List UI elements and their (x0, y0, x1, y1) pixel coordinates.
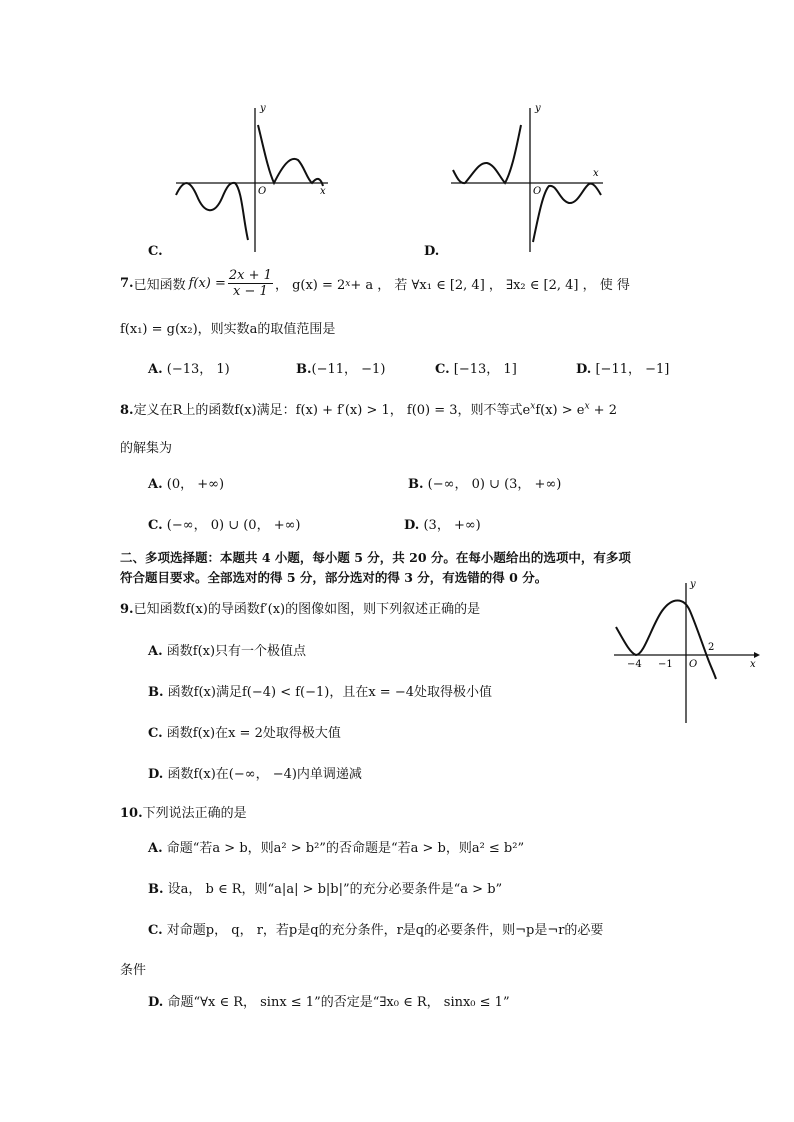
graph-c-origin: O (258, 186, 267, 197)
q8-number: 8. (120, 403, 134, 418)
q7-stem-b-sup: x (345, 278, 351, 289)
graph-d-curve-left (453, 125, 521, 183)
q9-graph-arrow (754, 652, 760, 658)
q10-option-a-text: 命题“若a > b，则a² > b²”的否命题是“若a > b，则a² ≤ b²” (166, 841, 525, 856)
graph-d-x-label: x (593, 168, 599, 179)
q7-option-c-text: [−13， 1] (453, 362, 517, 377)
graph-c-label: C. (148, 244, 163, 259)
q8-option-d[interactable] (404, 514, 481, 533)
q9-graph-tick-neg1: −1 (658, 659, 673, 670)
q9-number: 9. (120, 602, 134, 617)
q8-option-c-label: C. (148, 518, 163, 533)
graph-d (445, 100, 610, 260)
q9-graph-origin: O (689, 659, 698, 670)
q9-option-c-label: C. (148, 726, 163, 741)
q8-option-b[interactable] (408, 473, 561, 492)
q10-option-b-text: 设a， b ∈ R，则“a|a| > b|b|”的充分必要条件是“a > b” (167, 882, 503, 897)
q8-option-b-text: (−∞， 0) ∪ (3， +∞) (427, 477, 562, 492)
q7-option-a[interactable] (148, 358, 230, 377)
q9-graph-x-label: x (750, 659, 756, 670)
q7-frac-num: 2x + 1 (228, 268, 272, 283)
q7-line2: f(x₁) = g(x₂)，则实数a的取值范围是 (120, 322, 336, 337)
q9-option-b-label: B. (148, 685, 164, 700)
q7-option-d-label: D. (576, 362, 592, 377)
q10-option-d-text: 命题“∀x ∈ R， sinx ≤ 1”的否定是“∃x₀ ∈ R， sinx₀ ≤ 1” (167, 995, 510, 1010)
q7-fraction (228, 268, 273, 299)
q8-option-a-label: A. (148, 477, 163, 492)
q10-option-b[interactable] (148, 878, 502, 897)
q7-f-lhs: f(x) = (188, 276, 226, 291)
q10-option-c-label: C. (148, 923, 163, 938)
q8-option-a-text: (0， +∞) (166, 477, 225, 492)
q8-option-d-text: (3， +∞) (423, 518, 481, 533)
q9-stem (120, 598, 480, 617)
q7-option-b-label: B. (296, 362, 312, 377)
graph-c-curve-right (258, 125, 323, 186)
q8-option-c[interactable] (148, 514, 301, 533)
q9-option-c[interactable] (148, 722, 341, 741)
q9-option-a-label: A. (148, 644, 163, 659)
q10-option-b-label: B. (148, 882, 164, 897)
q8-sup2: x (584, 401, 590, 412)
q9-graph-y-label: y (690, 579, 696, 590)
q7-option-a-label: A. (148, 362, 163, 377)
q7-option-c-label: C. (435, 362, 450, 377)
graph-d-curve-right (533, 184, 601, 242)
q9-option-a[interactable] (148, 640, 306, 659)
q10-option-c-cont: 条件 (120, 963, 147, 978)
q9-graph-tick-neg4: −4 (627, 659, 642, 670)
q7-stem-b: ， g(x) = 2 (274, 278, 346, 293)
q10-option-d-label: D. (148, 995, 164, 1010)
q8-stem (120, 399, 617, 418)
q9-stem-text: 已知函数f(x)的导函数f′(x)的图像如图，则下列叙述正确的是 (133, 602, 481, 617)
q8-sup1: x (530, 401, 536, 412)
q8-line2: 的解集为 (120, 441, 173, 456)
graph-c (170, 100, 335, 260)
graph-d-origin: O (533, 186, 542, 197)
graph-d-label: D. (424, 244, 440, 259)
section2-line2: 符合题目要求。全部选对的得 5 分，部分选对的得 3 分，有选错的得 0 分。 (120, 570, 548, 585)
q10-option-a[interactable] (148, 837, 524, 856)
q7-stem-c: + a ， 若 ∀x₁ ∈ [2, 4] ， ∃x₂ ∈ [2, 4] ， 使 得 (350, 278, 630, 293)
q7-option-c[interactable] (435, 358, 517, 377)
q10-option-c[interactable] (148, 919, 603, 938)
q9-option-b-text: 函数f(x)满足f(−4) < f(−1)，且在x = −4处取得极小值 (167, 685, 492, 700)
q9-option-d-text: 函数f(x)在(−∞， −4)内单调递减 (167, 767, 362, 782)
q7-option-b[interactable] (296, 358, 385, 377)
graph-c-curve-left (176, 183, 248, 240)
q7-option-d-text: [−11， −1] (595, 362, 670, 377)
q9-graph-tick-2: 2 (708, 642, 715, 653)
q8-stem2: f(x) > e (535, 403, 585, 418)
q10-number: 10. (120, 806, 143, 821)
q8-stem-text: 定义在R上的函数f(x)满足：f(x) + f′(x) > 1， f(0) = 3，则不等式e (133, 403, 531, 418)
q10-option-d[interactable] (148, 991, 510, 1010)
q10-stem (120, 802, 247, 821)
q8-option-a[interactable] (148, 473, 224, 492)
graph-c-y-label: y (260, 103, 266, 114)
q9-option-c-text: 函数f(x)在x = 2处取得极大值 (166, 726, 341, 741)
q9-option-d-label: D. (148, 767, 164, 782)
q9-option-a-text: 函数f(x)只有一个极值点 (166, 644, 307, 659)
section2-line1: 二、多项选择题：本题共 4 小题，每小题 5 分，共 20 分。在每小题给出的选项中，有多项 (120, 550, 631, 565)
q7-option-d[interactable] (576, 358, 669, 377)
q7-option-b-text: (−11， −1) (311, 362, 386, 377)
q8-option-d-label: D. (404, 518, 420, 533)
q10-option-c-text: 对命题p， q， r，若p是q的充分条件，r是q的必要条件，则¬p是¬r的必要 (166, 923, 604, 938)
q7-frac-den: x − 1 (233, 284, 268, 299)
q8-stem3: + 2 (589, 403, 617, 418)
q9-graph (610, 575, 770, 727)
q10-option-a-label: A. (148, 841, 163, 856)
q9-option-b[interactable] (148, 681, 492, 700)
q9-option-d[interactable] (148, 763, 362, 782)
q7-stem (120, 268, 630, 299)
q8-option-c-text: (−∞， 0) ∪ (0， +∞) (166, 518, 301, 533)
q7-stem-a: 已知函数 (133, 278, 186, 293)
graph-c-x-label: x (320, 186, 326, 197)
q7-number: 7. (120, 276, 134, 291)
q8-option-b-label: B. (408, 477, 424, 492)
q7-option-a-text: (−13， 1) (166, 362, 230, 377)
q10-stem-text: 下列说法正确的是 (142, 806, 247, 821)
graph-d-y-label: y (535, 103, 541, 114)
